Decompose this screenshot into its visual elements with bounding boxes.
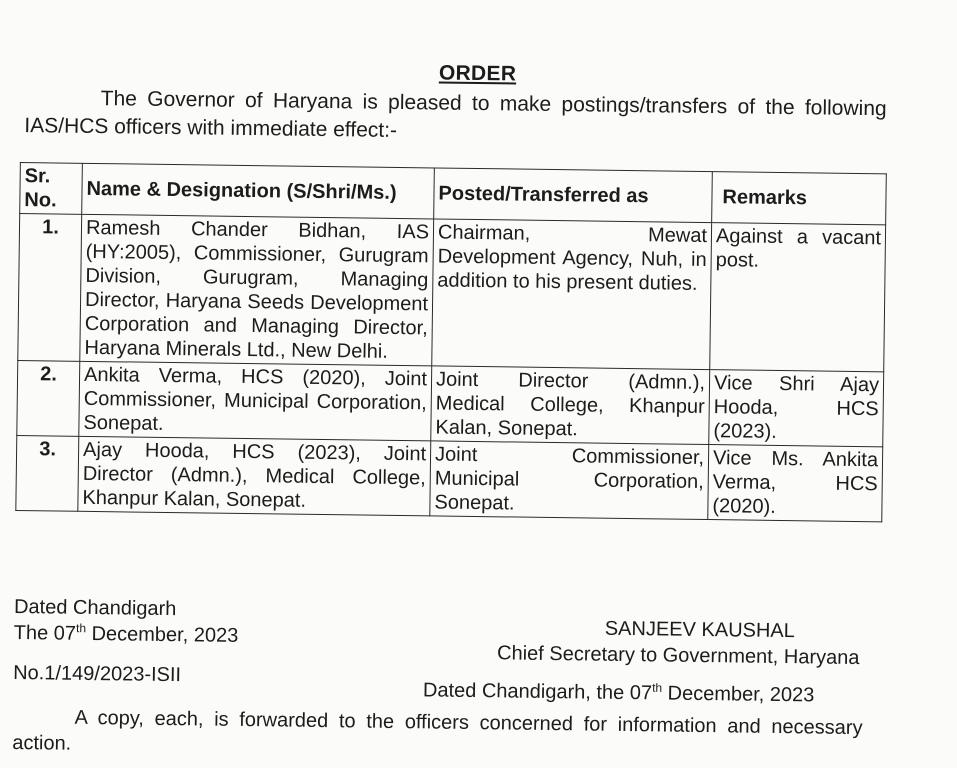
dated-block (14, 594, 239, 649)
row-posted-as: Joint Commissioner, Municipal Corporation, Sonepat. (430, 441, 709, 520)
signatory-name: SANJEEV KAUSHAL (604, 617, 795, 643)
row-remarks: Vice Shri Ajay Hooda, HCS (2023). (709, 370, 884, 447)
intro-paragraph: The Governor of Haryana is pleased to make postings/transfers of the following IAS/HCS officers with immediate effect:- (24, 87, 887, 142)
header-sr-no: Sr. No. (20, 163, 83, 215)
row-posted-as: Joint Director (Admn.), Medical College, Khanpur Kalan, Sonepat. (431, 366, 710, 445)
signature-block (459, 614, 860, 671)
row-remarks: Against a vacant post. (710, 223, 886, 372)
table-row (18, 214, 886, 372)
row-sr-no: 1. (18, 214, 82, 362)
row-sr-no: 2. (17, 361, 80, 437)
copy-forward-text: A copy, each, is forwarded to the officers concerned for information and necessary action. (12, 706, 863, 755)
dated-place: Dated Chandigarh (13, 595, 177, 621)
header-remarks: Remarks (712, 172, 887, 225)
header-name-designation: Name & Designation (S/Shri/Ms.) (82, 163, 435, 219)
row-name-designation: Ajay Hooda, HCS (2023), Joint Director (Admn.), Medical College, Khanpur Kalan, Sonepat. (78, 436, 431, 516)
dated-endorsement: Dated Chandigarh, the 07th December, 2023 (422, 679, 815, 707)
table-row (16, 435, 883, 521)
row-remarks: Vice Ms. Ankita Verma, HCS (2020). (708, 445, 883, 522)
row-name-designation: Ramesh Chander Bidhan, IAS (HY:2005), Commissioner, Gurugram Division, Gurugram, Managing Director, Haryana Seeds Development Corporation and Managing Director, Haryana Minerals Ltd., New Delhi. (80, 214, 434, 366)
order-number: No.1/149/2023-ISII (13, 661, 182, 687)
postings-table (15, 162, 886, 522)
page-title: ORDER (438, 61, 517, 86)
header-posted-transferred: Posted/Transferred as (434, 168, 713, 223)
table-row (17, 361, 884, 447)
row-name-designation: Ankita Verma, HCS (2020), Joint Commissioner, Municipal Corporation, Sonepat. (79, 361, 432, 441)
dated-date: The 07th December, 2023 (13, 621, 239, 647)
row-sr-no: 3. (16, 435, 79, 511)
row-posted-as: Chairman, Mewat Development Agency, Nuh, in addition to his present duties. (432, 219, 712, 370)
signatory-title: Chief Secretary to Government, Haryana (496, 642, 860, 670)
